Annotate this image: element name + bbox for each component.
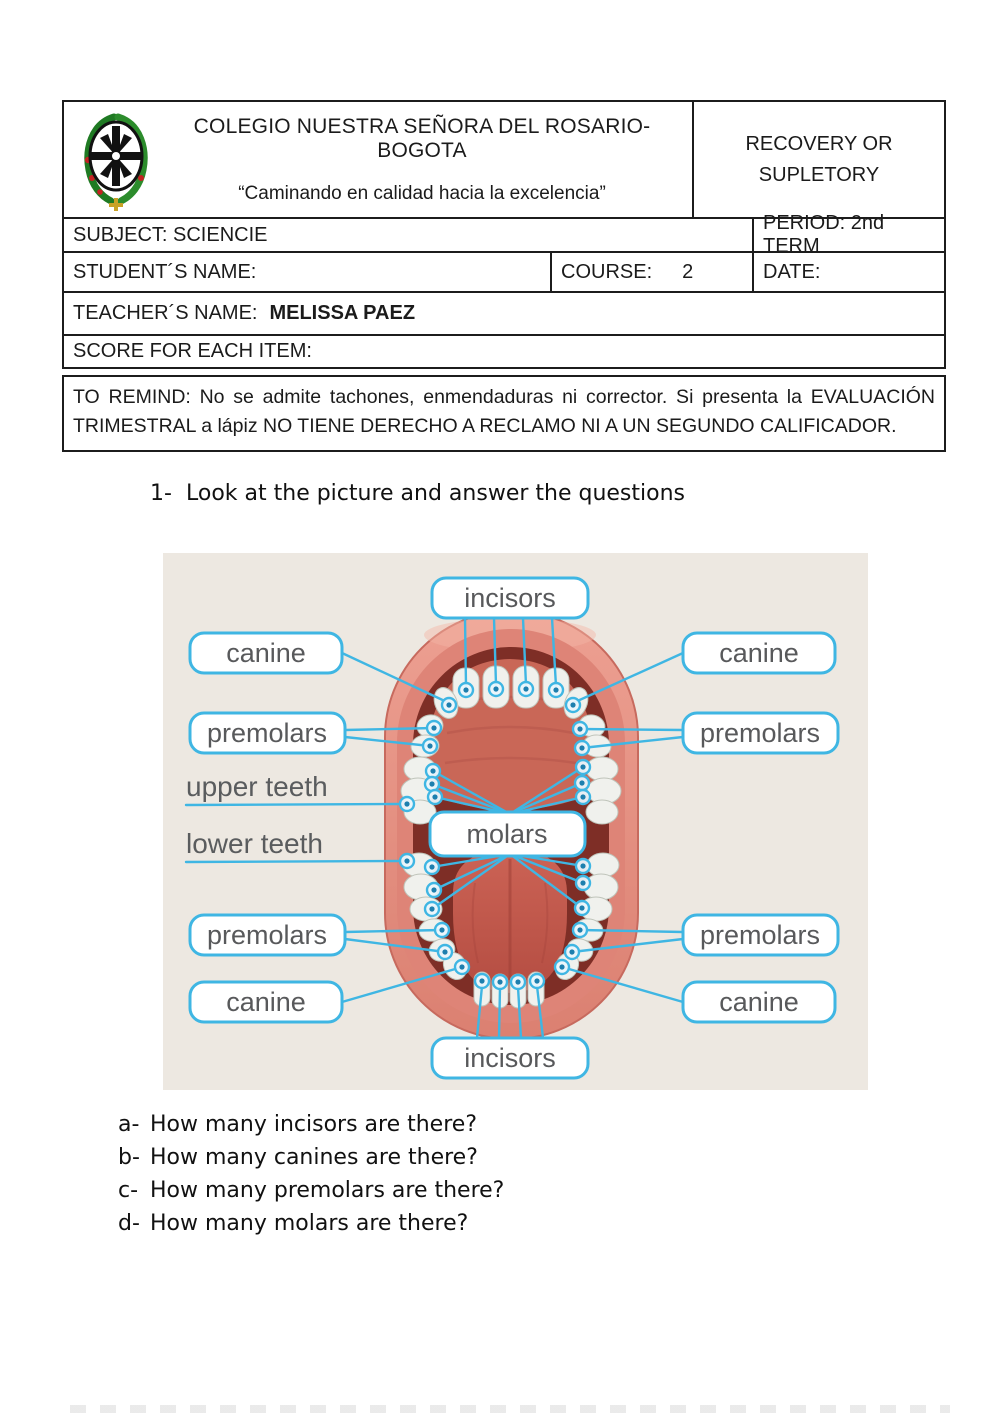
label-canine-upper-left: canine: [226, 638, 306, 668]
label-premolars-lower-right: premolars: [699, 920, 821, 950]
label-upper-teeth: upper teeth: [186, 771, 328, 802]
label-premolars-upper-right: premolars: [699, 718, 821, 748]
label-incisors-top: incisors: [464, 583, 556, 613]
question-letter: d-: [118, 1211, 140, 1236]
exam-type: RECOVERY OR SUPLETORY: [692, 102, 944, 217]
course-value: 2: [682, 260, 694, 283]
question-text: How many canines are there?: [150, 1145, 478, 1170]
score-cell: SCORE FOR EACH ITEM:: [73, 340, 312, 362]
school-header-cell: [64, 102, 692, 217]
label-premolars-upper-left: premolars: [206, 718, 328, 748]
exercise-instruction: Look at the picture and answer the questions: [186, 481, 685, 506]
exercise-1-heading: [150, 481, 685, 506]
school-crest-icon: [72, 108, 160, 212]
question-item-a: [118, 1112, 504, 1138]
course-cell: [550, 253, 752, 291]
question-letter: b-: [118, 1145, 140, 1170]
label-premolars-lower-left: premolars: [206, 920, 328, 950]
label-molars: molars: [466, 819, 548, 849]
mouth-illustration: [163, 553, 868, 1090]
teacher-label: TEACHER´S NAME:: [73, 302, 258, 324]
student-name-cell: STUDENT´S NAME:: [73, 260, 257, 283]
student-row: [64, 251, 944, 291]
question-item-b: [118, 1145, 504, 1171]
label-canine-upper-right: canine: [719, 638, 799, 668]
questions-list: [118, 1112, 504, 1244]
teacher-value: MELISSA PAEZ: [269, 302, 416, 324]
teeth-diagram: [163, 553, 868, 1090]
subject-cell: SUBJECT: SCIENCIE: [73, 223, 268, 246]
question-letter: c-: [118, 1178, 139, 1203]
question-text: How many molars are there?: [150, 1211, 469, 1236]
school-header-row: [64, 102, 944, 217]
exercise-number: 1-: [150, 481, 172, 506]
question-item-d: [118, 1211, 504, 1237]
score-row: [64, 334, 944, 367]
teacher-cell: [64, 293, 944, 334]
school-motto: “Caminando en calidad hacia la excelencia”: [238, 182, 606, 204]
page-bottom-cropped-text: [70, 1405, 950, 1413]
teacher-row: [64, 291, 944, 334]
school-header-text: [160, 115, 684, 205]
label-incisors-bottom: incisors: [464, 1043, 556, 1073]
label-lower-teeth: lower teeth: [186, 828, 323, 859]
question-text: How many premolars are there?: [150, 1178, 505, 1203]
school-name: COLEGIO NUESTRA SEÑORA DEL ROSARIO-BOGOTA: [193, 114, 651, 162]
question-item-c: [118, 1178, 504, 1204]
period-cell: PERIOD: 2nd TERM: [752, 219, 944, 251]
course-label: COURSE:: [561, 260, 653, 283]
subject-row: [64, 212, 944, 257]
date-cell: DATE:: [752, 253, 944, 291]
question-letter: a-: [118, 1112, 140, 1137]
reminder-box: TO REMIND: No se admite tachones, enmendaduras ni corrector. Si presenta la EVALUACIÓN TRIMESTRAL a lápiz NO TIENE DERECHO A RECLAMO NI A UN SEGUNDO CALIFICADOR.: [62, 375, 946, 452]
question-text: How many incisors are there?: [150, 1112, 477, 1137]
info-table: [62, 100, 946, 369]
label-canine-lower-left: canine: [226, 987, 306, 1017]
label-canine-lower-right: canine: [719, 987, 799, 1017]
